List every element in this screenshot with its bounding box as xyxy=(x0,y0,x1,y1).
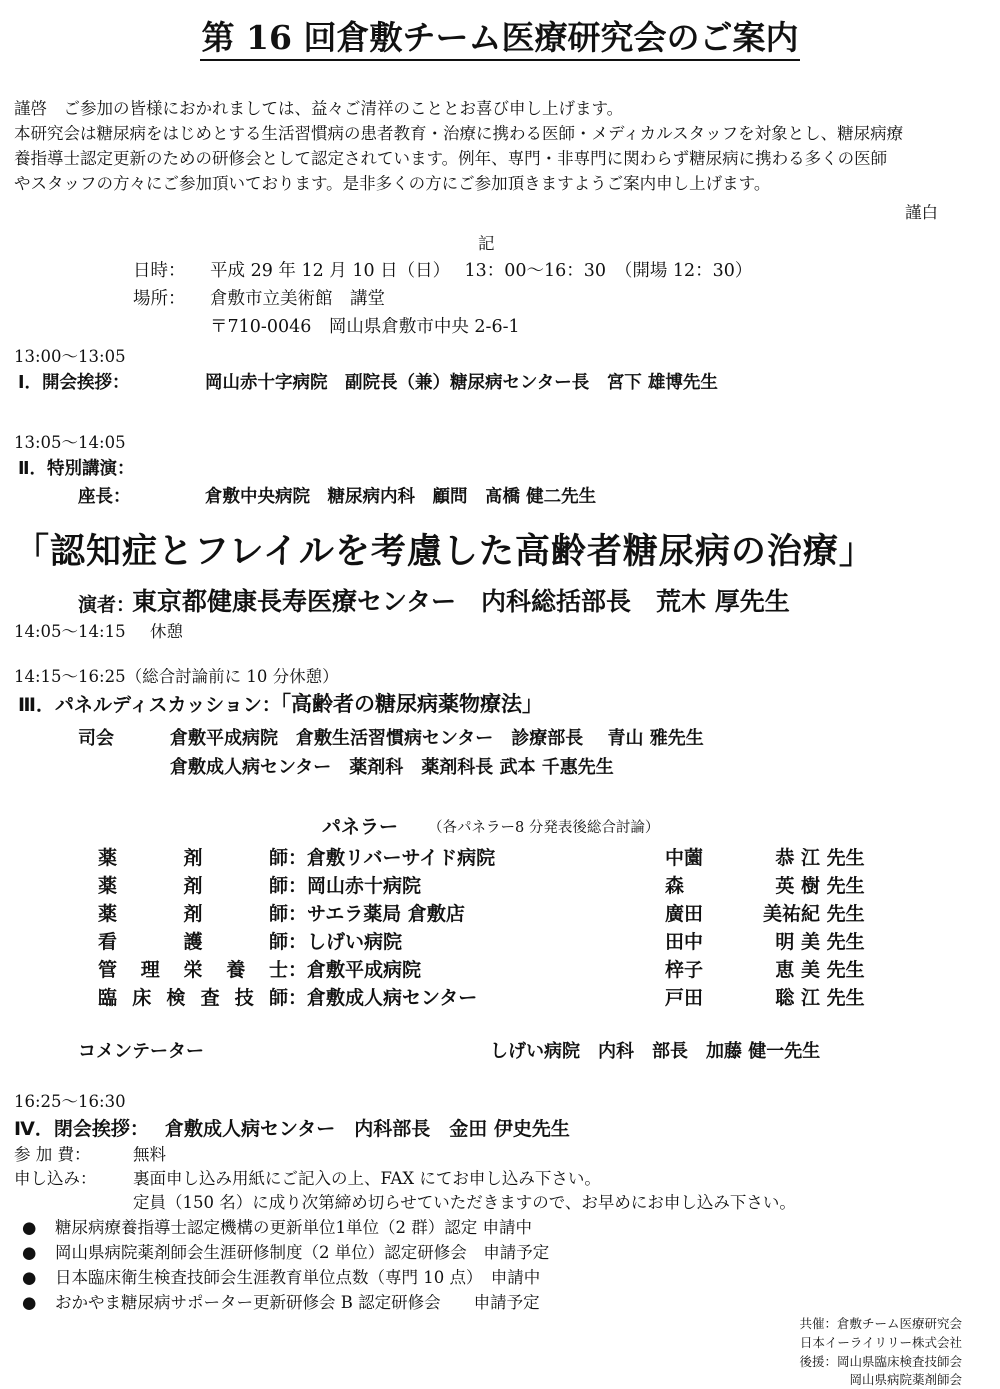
venue-address: 〒710-0046 岡山県倉敷市中央 2-6-1 xyxy=(210,317,520,337)
panelist-row: 薬剤師：岡山赤十病院 xyxy=(98,871,421,898)
s2-speaker-label: 演者： xyxy=(78,594,136,616)
credit-item: 糖尿病療養指導士認定機構の更新単位1単位（2 群）認定 申請中 xyxy=(55,1218,532,1237)
panelist-job: 看護師 xyxy=(98,931,288,953)
panelist-job: 薬剤師 xyxy=(98,875,288,897)
commentator: しげい病院 内科 部長 加藤 健一先生 xyxy=(490,1041,821,1062)
panelist-row: 薬剤師：サエラ薬局 倉敷店 xyxy=(98,899,465,926)
s4-time: 16:25～16:30 xyxy=(14,1092,126,1111)
page-title: 第 16 回倉敷チーム医療研究会のご案内 xyxy=(0,12,1000,59)
footer-line: 岡山県病院薬剤師会 xyxy=(849,1372,962,1387)
s3-mc-label: 司会 xyxy=(78,728,114,749)
panelist-place: しげい病院 xyxy=(307,931,403,953)
greeting-line: 養指導士認定更新のための研修会として認定されています。例年、専門・非専門に関わらず糖尿病に携わる多くの医師 xyxy=(14,149,888,168)
panelist-place: 倉敷平成病院 xyxy=(307,959,422,981)
panelist-row: 看護師：しげい病院 xyxy=(98,927,402,954)
panelist-name: 梓子 恵 美 先生 xyxy=(665,959,865,981)
credit-item: 岡山県病院薬剤師会生涯研修制度（2 単位）認定研修会 申請予定 xyxy=(55,1243,550,1262)
s2-heading: Ⅱ．特別講演： xyxy=(18,459,135,479)
panelist-job: 管理栄養士 xyxy=(98,959,288,981)
greeting-line: 本研究会は糖尿病をはじめとする生活習慣病の患者教育・治療に携わる医師・メディカルスタッフを対象とし、糖尿病療 xyxy=(14,124,904,143)
s3-mc1: 倉敷平成病院 倉敷生活習慣病センター 診療部長 青山 雅先生 xyxy=(170,728,704,749)
s1-heading: Ⅰ．開会挨拶： xyxy=(18,373,130,393)
panelist-job: 薬剤師 xyxy=(98,903,288,925)
panelist-name: 廣田 美祐紀 先生 xyxy=(665,903,865,925)
date-value: 平成 29 年 12 月 10 日（日） 13：00～16：30 （開場 12：30） xyxy=(210,261,753,281)
footer-line: 共催：倉敷チーム医療研究会 xyxy=(799,1316,962,1331)
bullet-icon: ● xyxy=(22,1243,37,1262)
s4-person: 倉敷成人病センター 内科部長 金田 伊史先生 xyxy=(165,1118,570,1140)
bullet-icon: ● xyxy=(22,1293,37,1312)
lecture-title: 「認知症とフレイルを考慮した高齢者糖尿病の治療」 xyxy=(14,532,875,572)
panelist-job: 薬剤師 xyxy=(98,847,288,869)
s3-heading: Ⅲ．パネルディスカッション： xyxy=(18,694,281,716)
apply-label: 申し込み： xyxy=(14,1169,97,1188)
ki-heading: 記 xyxy=(478,234,495,253)
panelist-place: 倉敷リバーサイド病院 xyxy=(307,847,496,869)
panelist-name: 田中 明 美 先生 xyxy=(665,931,865,953)
footer-line: 日本イーライリリー株式会社 xyxy=(799,1335,962,1350)
break-label: 休憩 xyxy=(150,622,183,641)
apply-line: 定員（150 名）に成り次第締め切らせていただきますので、お早めにお申し込み下さい。 xyxy=(133,1193,796,1212)
s3-mc2: 倉敷成人病センター 薬剤科 薬剤科長 武本 千惠先生 xyxy=(170,757,614,778)
panelist-name: 森 英 樹 先生 xyxy=(665,875,865,897)
commentator-label: コメンテーター xyxy=(78,1041,204,1062)
panelist-place: 岡山赤十病院 xyxy=(307,875,422,897)
s1-time: 13:00～13:05 xyxy=(14,347,126,366)
break-time: 14:05～14:15 xyxy=(14,622,126,641)
date-label: 日時： xyxy=(133,261,186,281)
panelist-job: 臨床検査技師 xyxy=(98,987,288,1009)
s1-person: 岡山赤十字病院 副院長（兼）糖尿病センター長 宮下 雄博先生 xyxy=(205,373,718,393)
s2-chair-label: 座長： xyxy=(78,487,131,507)
venue-label: 場所： xyxy=(133,289,186,309)
s4-heading: Ⅳ．閉会挨拶： xyxy=(14,1118,149,1140)
fee-value: 無料 xyxy=(133,1145,166,1164)
bullet-icon: ● xyxy=(22,1218,37,1237)
credit-item: 日本臨床衛生検査技師会生涯教育単位点数（専門 10 点） 申請中 xyxy=(55,1268,541,1287)
panelist-note: （各パネラー8 分発表後総合討論） xyxy=(428,820,660,836)
s2-speaker: 東京都健康長寿医療センター 内科総括部長 荒木 厚先生 xyxy=(132,587,790,616)
panelist-row: 臨床検査技師：倉敷成人病センター xyxy=(98,983,477,1010)
greeting-line: 謹啓 ご参加の皆様におかれましては、益々ご清祥のこととお喜び申し上げます。 xyxy=(14,99,624,118)
s3-time: 14:15～16:25（総合討論前に 10 分休憩） xyxy=(14,667,339,686)
bullet-icon: ● xyxy=(22,1268,37,1287)
panelist-label: パネラー xyxy=(322,816,399,838)
footer-line: 後援：岡山県臨床検査技師会 xyxy=(799,1354,962,1369)
panelist-place: 倉敷成人病センター xyxy=(307,987,478,1009)
venue-value: 倉敷市立美術館 講堂 xyxy=(210,289,385,309)
greeting-closing: 謹白 xyxy=(905,203,938,222)
s2-chair: 倉敷中央病院 糖尿病内科 顧問 髙橋 健二先生 xyxy=(205,487,597,507)
panelist-row: 管理栄養士：倉敷平成病院 xyxy=(98,955,421,982)
panelist-name: 中薗 恭 江 先生 xyxy=(665,847,865,869)
fee-label: 参 加 費： xyxy=(14,1145,91,1164)
s2-time: 13:05～14:05 xyxy=(14,433,126,452)
credit-item: おかやま糖尿病サポーター更新研修会 B 認定研修会 申請予定 xyxy=(55,1293,540,1312)
s3-topic: 「高齢者の糖尿病薬物療法」 xyxy=(270,692,543,716)
panelist-place: サエラ薬局 倉敷店 xyxy=(307,903,465,925)
panelist-row: 薬剤師：倉敷リバーサイド病院 xyxy=(98,843,495,870)
panelist-name: 戸田 聡 江 先生 xyxy=(665,987,865,1009)
greeting-line: やスタッフの方々にご参加頂いております。是非多くの方にご参加頂きますようご案内申し上げます。 xyxy=(14,174,771,193)
apply-line: 裏面申し込み用紙にご記入の上、FAX にてお申し込み下さい。 xyxy=(133,1169,601,1188)
